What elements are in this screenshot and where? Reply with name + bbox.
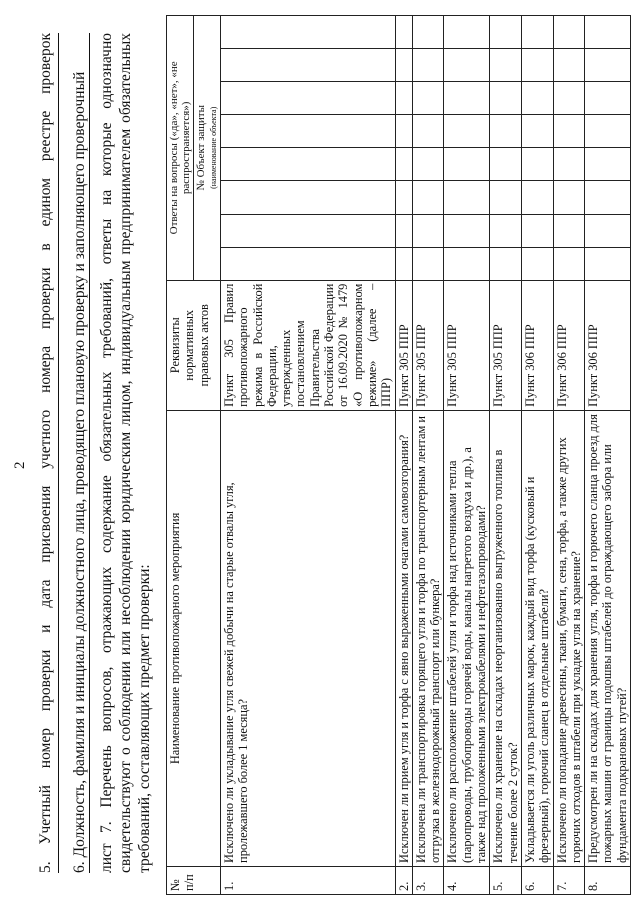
answer-cell[interactable] — [521, 49, 553, 82]
answer-cell[interactable] — [585, 214, 631, 247]
answer-cell[interactable] — [585, 49, 631, 82]
answer-cell[interactable] — [412, 49, 444, 82]
fill-line-item6 — [89, 33, 90, 873]
row-name: Исключено ли укладывание угля свежей добычи на старые отвалы угля, пролежавшего более 1 месяца? — [221, 410, 396, 866]
header-object-no: № — [195, 180, 207, 191]
answer-cell[interactable] — [553, 49, 585, 82]
answer-cell[interactable] — [585, 16, 631, 49]
answer-cell[interactable] — [490, 214, 522, 247]
item-7-text-1: 7. Перечень вопросов, отражающих содержание обязательных требований, ответы на которые однозначно — [98, 33, 115, 833]
answer-cell[interactable] — [585, 247, 631, 280]
row-num: 2. — [395, 866, 412, 894]
answer-cell[interactable] — [521, 214, 553, 247]
row-name: Исключена ли транспортировка горящего угля и торфа по транспортерным лентам и отгрузка в железнодорожный транспорт или бункера? — [412, 410, 444, 866]
header-req: Реквизиты нормативных правовых актов — [167, 280, 221, 410]
item-6-cont: лист — [98, 843, 115, 873]
answer-cell[interactable] — [444, 49, 490, 82]
row-name: Исключено ли попадание древесины, ткани, бумаги, сена, торфа, а также других горючих отходов в штабели при укладке угля на хранение? — [553, 410, 585, 866]
answer-cell[interactable] — [221, 82, 396, 115]
answer-cell[interactable] — [490, 115, 522, 148]
table-row — [490, 16, 522, 895]
answer-cell[interactable] — [490, 181, 522, 214]
answer-cell[interactable] — [395, 16, 412, 49]
answer-cell[interactable] — [553, 181, 585, 214]
page-number: 2 — [12, 461, 28, 469]
answer-cell[interactable] — [585, 181, 631, 214]
fill-line-item5 — [58, 33, 59, 873]
answer-cell[interactable] — [395, 247, 412, 280]
table-header-row — [167, 16, 194, 895]
answer-cell[interactable] — [553, 16, 585, 49]
answer-cell[interactable] — [395, 82, 412, 115]
answer-cell[interactable] — [412, 214, 444, 247]
table-row — [412, 16, 444, 895]
answer-cell[interactable] — [412, 247, 444, 280]
item-5-account-number: 5. Учетный номер проверки и дата присвоения учетного номера проверки в едином реестре проверок — [37, 33, 54, 873]
checklist-table — [166, 15, 631, 895]
answer-cell[interactable] — [553, 82, 585, 115]
answer-cell[interactable] — [585, 82, 631, 115]
table-row — [395, 16, 412, 895]
row-name: Предусмотрен ли на складах для хранения угля, торфа и горючего сланца проезд для пожарных машин от границы подошвы штабелей до ограждающего забора или фундамента подкрановых путей? — [585, 410, 631, 866]
answer-cell[interactable] — [444, 247, 490, 280]
row-req: Пункт 306 ППР — [585, 280, 631, 410]
header-name: Наименование противопожарного мероприятия — [167, 410, 221, 866]
row-num: 7. — [553, 866, 585, 894]
answer-cell[interactable] — [553, 115, 585, 148]
header-object — [194, 16, 221, 281]
table-row — [444, 16, 490, 895]
item-7-line-1 — [97, 33, 116, 873]
answer-cell[interactable] — [521, 16, 553, 49]
answer-cell[interactable] — [412, 82, 444, 115]
answer-cell[interactable] — [444, 16, 490, 49]
answer-cell[interactable] — [490, 247, 522, 280]
table-row — [585, 16, 631, 895]
answer-cell[interactable] — [490, 148, 522, 181]
item-6-text: 6. Должность, фамилия и инициалы должностного лица, проводящего плановую проверку и заполняющего проверочный — [71, 71, 88, 873]
answer-cell[interactable] — [521, 181, 553, 214]
answer-cell[interactable] — [490, 82, 522, 115]
answer-cell[interactable] — [221, 247, 396, 280]
row-req: Пункт 306 ППР — [521, 280, 553, 410]
answer-cell[interactable] — [444, 115, 490, 148]
answer-cell[interactable] — [553, 214, 585, 247]
answer-cell[interactable] — [221, 49, 396, 82]
item-6-inspector — [70, 33, 89, 873]
row-req: Пункт 305 ППР — [490, 280, 522, 410]
answer-cell[interactable] — [553, 247, 585, 280]
row-req: Пункт 306 ППР — [553, 280, 585, 410]
row-req: Пункт 305 Правил противопожарного режима в Российской Федерации, утвержденных постановлением Правительства Российской Федерации от 16.09.2020 № 1479 «О противопожарном режиме» (далее – ППР) — [221, 280, 396, 410]
answer-cell[interactable] — [444, 214, 490, 247]
answer-cell[interactable] — [444, 181, 490, 214]
header-object-title: Объект защиты — [195, 105, 207, 178]
item-7-line-2: свидетельствуют о соблюдении или несоблюдении юридическим лицом, индивидуальным предпринимателем обязательных — [117, 33, 134, 873]
row-num: 4. — [444, 866, 490, 894]
answer-cell[interactable] — [221, 16, 396, 49]
answer-cell[interactable] — [490, 49, 522, 82]
item-7-requirements — [97, 33, 154, 873]
answer-cell[interactable] — [585, 148, 631, 181]
answer-cell[interactable] — [395, 181, 412, 214]
table-row — [521, 16, 553, 895]
row-req: Пункт 305 ППР — [412, 280, 444, 410]
answer-cell[interactable] — [395, 49, 412, 82]
table-row — [553, 16, 585, 895]
answer-cell[interactable] — [444, 148, 490, 181]
answer-cell[interactable] — [521, 82, 553, 115]
row-num: 8. — [585, 866, 631, 894]
row-name: Укладывается ли уголь различных марок, каждый вид торфа (кусковый и фрезерный), горючий сланец в отдельные штабели? — [521, 410, 553, 866]
answer-cell[interactable] — [221, 148, 396, 181]
answer-cell[interactable] — [444, 82, 490, 115]
answer-cell[interactable] — [521, 115, 553, 148]
answer-cell[interactable] — [395, 148, 412, 181]
item-7-line-3: требований, составляющих предмет проверки: — [136, 564, 153, 873]
row-num: 5. — [490, 866, 522, 894]
header-num: № п/п — [167, 866, 221, 894]
row-num: 6. — [521, 866, 553, 894]
row-req: Пункт 305 ППР — [444, 280, 490, 410]
answer-cell[interactable] — [412, 16, 444, 49]
answer-cell[interactable] — [412, 181, 444, 214]
table-row — [221, 16, 396, 895]
answer-cell[interactable] — [553, 148, 585, 181]
answer-cell[interactable] — [412, 115, 444, 148]
answer-cell[interactable] — [395, 214, 412, 247]
row-num: 3. — [412, 866, 444, 894]
answer-cell[interactable] — [221, 181, 396, 214]
answer-cell[interactable] — [521, 247, 553, 280]
answer-cell[interactable] — [585, 115, 631, 148]
header-object-sub: (наименование объекта) — [209, 106, 218, 189]
answer-cell[interactable] — [412, 148, 444, 181]
answer-cell[interactable] — [221, 115, 396, 148]
answer-cell[interactable] — [395, 115, 412, 148]
header-answers: Ответы на вопросы («да», «нет», «не распространяется») — [167, 16, 194, 281]
answer-cell[interactable] — [521, 148, 553, 181]
row-name: Исключено ли расположение штабелей угля и торфа над источниками тепла (паропроводы, трубопроводы горячей воды, каналы нагретого воздуха и др.), а также над проложенными электрокабелями и нефтегазопроводами? — [444, 410, 490, 866]
answer-cell[interactable] — [221, 214, 396, 247]
row-req: Пункт 305 ППР — [395, 280, 412, 410]
row-name: Исключено ли хранение на складах неорганизованно выгруженного топлива в течение более 2 суток? — [490, 410, 522, 866]
row-num: 1. — [221, 866, 396, 894]
answer-cell[interactable] — [490, 16, 522, 49]
row-name: Исключен ли прием угля и торфа с явно выраженными очагами самовозгорания? — [395, 410, 412, 866]
